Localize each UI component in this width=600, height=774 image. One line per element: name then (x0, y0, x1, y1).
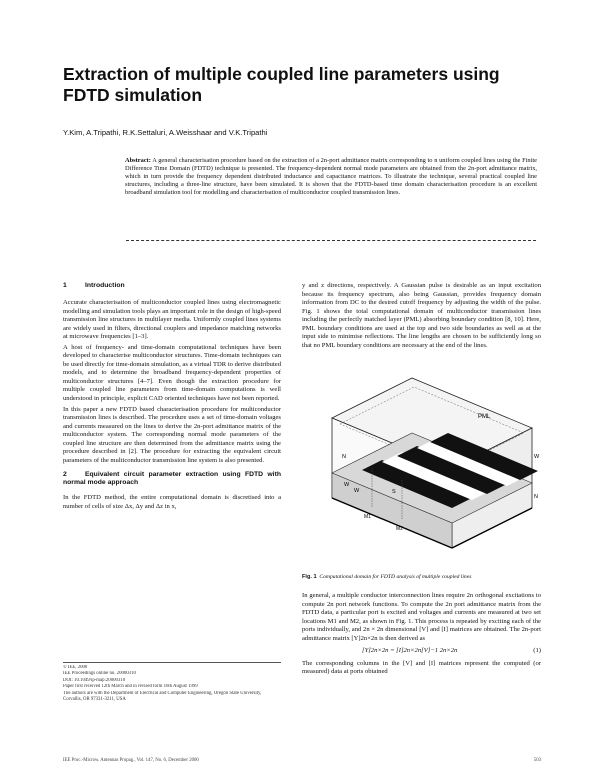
equation-1-number: (1) (533, 647, 541, 655)
label-w1: W (534, 454, 540, 460)
equation-1-text: [Y]2n×2n = [I]2n×2n[V]−1 2n×2n (362, 647, 458, 655)
right-paragraph-1: y and z directions, respectively. A Gaussian pulse is desirable as an input excitation because its frequency spectrum, also being Gaussian, provides frequency domain information from DC to the desired cutoff frequency by adjusting the width of the pulse. Fig. 1 shows the total computational domain of multiconductor transmission lines including the perfectly matched layer (PML) absorbing boundary condition [8, 10]. Here, PML boundary conditions are used at the top and two side boundaries as well as at the input side to minimise reflections. The line lengths are chosen to be sufficiently long so that no PML boundary conditions are necessary at the end of the lines. (302, 282, 541, 349)
authors: Y.Kim, A.Tripathi, R.K.Settaluri, A.Weisshaar and V.K.Tripathi (63, 128, 268, 137)
figure-1-caption (302, 574, 541, 580)
page-number: 503 (533, 758, 541, 763)
intro-paragraph-2: A host of frequency- and time-domain computational techniques have been developed to characterise multiconductor structures. Time-domain techniques can be used directly for time-domain simulation, as a virtual TDR to derive distributed models, and to determine the broadband frequency-dependent properties of multiconductor structures [4–7]. Even though the extraction procedure for multiple coupled line parameters from time-domain computations is well understood in principle, explicit CAD oriented techniques have not been reported. (63, 343, 281, 403)
label-s: S (392, 489, 396, 495)
section-2-number: 2 (63, 471, 67, 479)
footnote-line: IEE Proceedings online no. 20000310 (63, 671, 136, 677)
footnote-line: © IEE, 2000 (63, 665, 88, 670)
intro-paragraph-3: In this paper a new FDTD based characterisation procedure for multiconductor transmission lines is described. The procedure uses a set of time-domain voltages and currents measured on the lines to derive the 2n-port admittance matrix of the multiconductor system. The corresponding normal mode parameters of the coupled line structure are then determined from the admittance matrix using the procedure described in [2]. The procedure for extracting the equivalent circuit parameters of the multiconductor transmission line system is also presented. (63, 405, 281, 464)
footnote-line: The authors are with the Department of Electrical and Computer Engineering, Oregon State University, Corvallis, OR 97331-3211, USA (63, 690, 262, 703)
left-column (63, 282, 281, 511)
label-pml: PML (478, 414, 491, 420)
abstract (125, 157, 537, 197)
paper-title: Extraction of multiple coupled line parameters using FDTD simulation (63, 64, 500, 105)
figure-1-computational-domain (302, 358, 541, 568)
page-footer (63, 758, 541, 763)
right-column (302, 282, 541, 350)
section-2-heading (63, 471, 281, 487)
right-column-continued (302, 592, 541, 677)
right-paragraph-2: In general, a multiple conductor interconnection lines require 2n orthogonal excitations to compute 2n port network functions. To compute the 2n port admittance matrix from the FDTD data, a particular port is excited and voltages and currents are measured at two set locations M1 and M2, as shown in Fig. 1. This process is repeated by exciting each of the ports individually, and 2n × 2n dimensional [V] and [I] matrices are obtained. The 2n-port admittance matrix [Y]2n×2n is then derived as (302, 592, 541, 642)
label-ny: N (342, 454, 346, 460)
abstract-text: A general characterisation procedure based on the extraction of a 2n-port admittance matrix corresponding to n uniform coupled lines using the Finite Difference Time Domain (FDTD) technique is presented. The frequency-dependent normal mode parameters are obtained from the 2n-port admittance matrix, which in turn provide the frequency dependent distributed inductance and capacitance matrices. To illustrate the technique, several practical coupled line structures, including a three-line structure, have been simulated. It is shown that the FDTD-based time domain characterisation procedure is an excellent broadband simulation tool for modelling and characterisation of multiconductor coupled transmission lines. (125, 157, 537, 197)
section-1-heading (63, 282, 281, 290)
label-m2: M2 (396, 526, 403, 532)
equation-1 (302, 647, 541, 656)
right-paragraph-3: The corresponding columns in the [V] and [I] matrices represent the computed (or measured) data at ports obtained (302, 659, 541, 676)
section-1-number: 1 (63, 282, 67, 289)
figure-caption-label: Fig. 1 (302, 574, 317, 580)
label-w2: W (344, 482, 350, 488)
abstract-label: Abstract: (125, 157, 151, 164)
label-m1: M1 (364, 514, 371, 520)
label-nz: N (534, 494, 538, 500)
section-2-title: Equivalent circuit parameter extraction using FDTD with normal mode approach (63, 471, 281, 487)
label-ws: W (354, 488, 360, 494)
section-1-title: Introduction (85, 282, 125, 289)
footnotes (63, 662, 281, 703)
section-2-paragraph: In the FDTD method, the entire computational domain is discretised into a number of cells of size Δx, Δy and Δz in x, (63, 494, 281, 510)
figure-caption-text: Computational domain for FDTD analysis of multiple coupled lines (319, 574, 472, 580)
abstract-divider (126, 240, 536, 241)
journal-citation: IEE Proc.-Microw. Antennas Propag., Vol. 147, No. 6, December 2000 (63, 758, 199, 763)
footnote-line: DOI: 10.1049/ip-map:20000310 (63, 677, 126, 683)
footnote-line: Paper first received 12th March and in revised form 16th August 1999 (63, 684, 198, 690)
intro-paragraph-1: Accurate characterisation of multiconductor coupled lines using electromagnetic modelling and simulation tools plays an important role in the design of high-speed transmission line structures in multilayer media. Uniformly coupled lines systems are widely used in filters, directional couplers and impedance matching networks at microwave frequencies [1–3]. (63, 299, 281, 341)
